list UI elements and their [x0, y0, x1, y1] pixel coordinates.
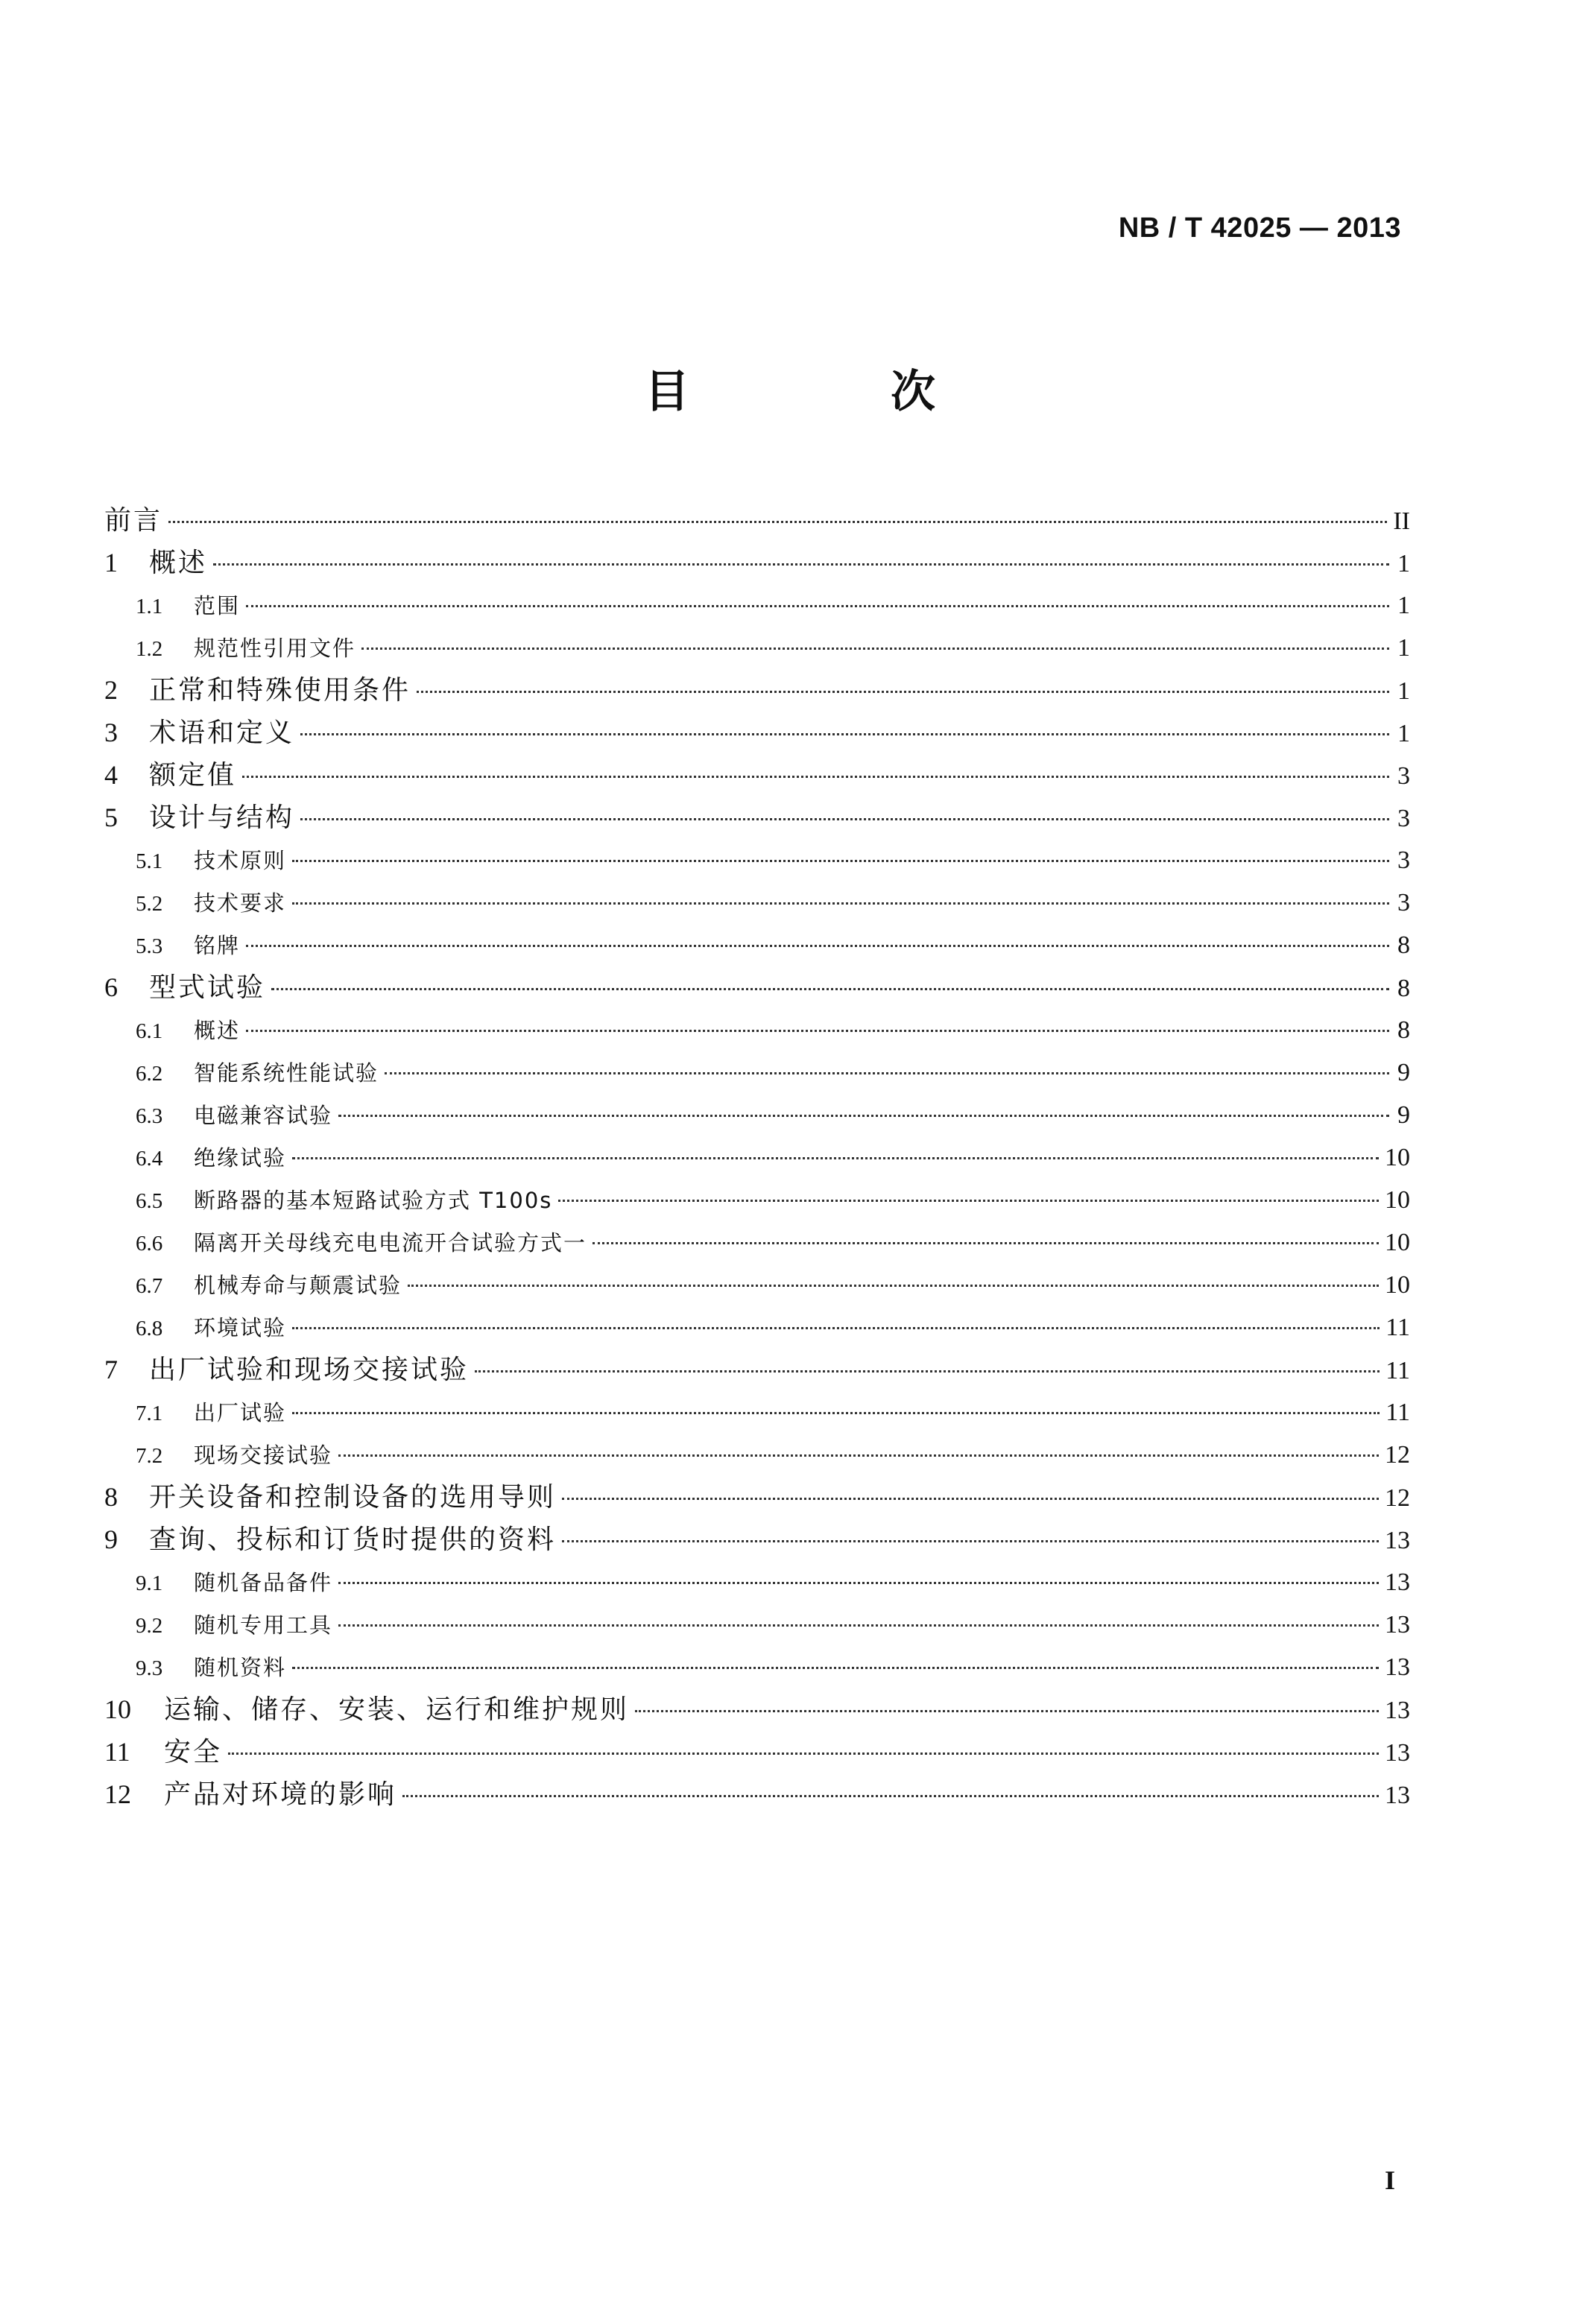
page-title: 目 次	[645, 366, 1014, 418]
toc-entry-title: 前言	[104, 505, 163, 536]
toc-entry-title: 随机备品备件	[194, 1570, 333, 1595]
toc-entry-title: 机械寿命与颠震试验	[194, 1273, 402, 1298]
toc-entry-number: 6.6	[136, 1232, 163, 1256]
toc-dot-leader	[338, 1624, 1379, 1627]
toc-entry-title: 术语和定义	[149, 718, 295, 748]
toc-entry-number: 7	[104, 1355, 118, 1384]
toc-entry-number: 1	[104, 548, 118, 577]
toc-dot-leader	[246, 605, 1389, 607]
toc-entry-title: 断路器的基本短路试验方式 T100s	[194, 1188, 553, 1213]
toc-dot-leader	[558, 1200, 1379, 1202]
toc-entry-title: 概述	[149, 548, 208, 578]
toc-entry-page: 1	[1397, 720, 1410, 747]
toc-entry-number: 9	[104, 1524, 118, 1554]
toc-entry-page: 11	[1385, 1314, 1410, 1341]
toc-entry-title: 设计与结构	[149, 802, 295, 833]
toc-entry-title: 随机资料	[194, 1655, 287, 1680]
toc-entry-page: 1	[1397, 677, 1410, 705]
toc-entry-page: 9	[1397, 1101, 1410, 1129]
toc-entry-page: 11	[1385, 1357, 1410, 1384]
toc-entry-page: 13	[1385, 1697, 1410, 1724]
toc-dot-leader	[228, 1753, 1379, 1755]
toc-dot-leader	[168, 521, 1387, 523]
toc-entry[interactable]	[104, 1561, 1410, 1603]
toc-entry-number: 1.1	[136, 595, 163, 618]
toc-entry-page: 12	[1385, 1441, 1410, 1469]
toc-entry-page: 9	[1397, 1059, 1410, 1086]
toc-entry-page: 10	[1385, 1271, 1410, 1299]
toc-entry-page: 8	[1397, 931, 1410, 959]
toc-entry-page: 12	[1385, 1484, 1410, 1512]
toc-dot-leader	[271, 988, 1389, 990]
toc-entry-number: 9.2	[136, 1614, 163, 1638]
toc-dot-leader	[385, 1072, 1389, 1074]
toc-entry-title: 概述	[194, 1018, 241, 1043]
toc-dot-leader	[292, 902, 1389, 905]
toc-entry-number: 6	[104, 972, 118, 1002]
toc-entry[interactable]	[104, 542, 1410, 584]
toc-entry[interactable]	[104, 966, 1410, 1009]
toc-entry-page: 13	[1385, 1568, 1410, 1596]
toc-entry-title: 规范性引用文件	[194, 636, 356, 661]
toc-dot-leader	[338, 1115, 1389, 1117]
toc-entry[interactable]	[104, 1221, 1410, 1264]
toc-entry[interactable]	[104, 1179, 1410, 1221]
page-number: I	[1384, 2165, 1395, 2195]
toc-dot-leader	[292, 1157, 1379, 1159]
toc-dot-leader	[338, 1454, 1379, 1457]
toc-entry-title: 电磁兼容试验	[194, 1103, 333, 1128]
toc-entry-title: 隔离开关母线充电电流开合试验方式一	[194, 1230, 587, 1256]
toc-entry[interactable]	[104, 1773, 1410, 1816]
toc-entry-title: 运输、储存、安装、运行和维护规则	[164, 1694, 630, 1725]
toc-entry-title: 安全	[164, 1737, 223, 1767]
toc-entry-number: 6.7	[136, 1274, 163, 1298]
toc-entry-title: 随机专用工具	[194, 1612, 333, 1638]
toc-entry-title: 铭牌	[194, 933, 241, 958]
toc-dot-leader	[635, 1710, 1379, 1712]
toc-entry-number: 6.3	[136, 1104, 163, 1128]
toc-entry-title: 范围	[194, 593, 241, 618]
toc-entry-number: 7.1	[136, 1402, 163, 1425]
toc-entry-title: 型式试验	[149, 972, 266, 1003]
toc-dot-leader	[562, 1540, 1379, 1542]
toc-dot-leader	[475, 1370, 1380, 1372]
toc-entry-page: 13	[1385, 1527, 1410, 1554]
toc-entry-number: 10	[104, 1694, 131, 1724]
toc-entry-title: 出厂试验	[194, 1400, 287, 1425]
toc-entry-title: 查询、投标和订货时提供的资料	[149, 1524, 557, 1555]
toc-dot-leader	[402, 1795, 1379, 1797]
toc-entry-number: 5.3	[136, 934, 163, 958]
toc-entry-page: 10	[1385, 1144, 1410, 1171]
toc-dot-leader	[408, 1285, 1379, 1287]
toc-entry-title: 开关设备和控制设备的选用导则	[149, 1482, 557, 1513]
toc-entry-number: 11	[104, 1737, 130, 1767]
toc-entry-page: 8	[1397, 975, 1410, 1002]
toc-entry-page: 10	[1385, 1186, 1410, 1214]
toc-entry-number: 7.2	[136, 1444, 163, 1468]
toc-entry-number: 1.2	[136, 637, 163, 661]
toc-entry[interactable]	[104, 1688, 1410, 1731]
toc-dot-leader	[246, 1030, 1389, 1032]
toc-entry-title: 产品对环境的影响	[164, 1779, 397, 1810]
toc-entry[interactable]	[104, 627, 1410, 669]
toc-entry-title: 正常和特殊使用条件	[149, 675, 411, 706]
toc-entry[interactable]	[104, 1519, 1410, 1561]
toc-dot-leader	[246, 945, 1389, 947]
toc-entry[interactable]	[104, 1264, 1410, 1306]
toc-dot-leader	[300, 818, 1389, 820]
toc-entry-title: 出厂试验和现场交接试验	[149, 1355, 470, 1385]
toc-entry-page: 1	[1397, 592, 1410, 619]
toc-entry-number: 6.1	[136, 1019, 163, 1043]
toc-entry-page: 13	[1385, 1653, 1410, 1681]
toc-entry-title: 智能系统性能试验	[194, 1060, 379, 1086]
table-of-contents	[104, 499, 1410, 1816]
toc-entry-page: 11	[1385, 1399, 1410, 1426]
toc-entry[interactable]	[104, 1009, 1410, 1051]
toc-dot-leader	[242, 776, 1389, 778]
toc-entry-page: II	[1393, 507, 1410, 535]
toc-entry-page: 13	[1385, 1611, 1410, 1638]
toc-entry-number: 5.1	[136, 849, 163, 873]
toc-entry-number: 5	[104, 802, 118, 832]
toc-entry[interactable]	[104, 1094, 1410, 1136]
toc-entry[interactable]	[104, 1391, 1410, 1434]
toc-entry-page: 13	[1385, 1782, 1410, 1809]
toc-entry-number: 12	[104, 1779, 131, 1809]
toc-entry[interactable]	[104, 499, 1410, 542]
toc-entry-page: 1	[1397, 550, 1410, 577]
toc-entry-page: 3	[1397, 805, 1410, 832]
toc-entry-number: 2	[104, 675, 118, 705]
toc-entry-page: 3	[1397, 762, 1410, 790]
toc-entry-title: 环境试验	[194, 1315, 287, 1340]
toc-entry[interactable]	[104, 924, 1410, 966]
toc-entry[interactable]	[104, 1051, 1410, 1094]
toc-entry-title: 技术原则	[194, 848, 287, 873]
toc-entry-page: 8	[1397, 1016, 1410, 1044]
toc-dot-leader	[592, 1242, 1379, 1244]
toc-entry-number: 6.8	[136, 1317, 163, 1340]
toc-dot-leader	[213, 563, 1389, 566]
toc-entry-page: 3	[1397, 846, 1410, 874]
toc-entry-number: 8	[104, 1482, 118, 1512]
toc-dot-leader	[292, 1667, 1379, 1669]
toc-entry-number: 6.2	[136, 1062, 163, 1086]
toc-entry[interactable]	[104, 1434, 1410, 1476]
toc-entry[interactable]	[104, 1476, 1410, 1519]
toc-entry-page: 3	[1397, 889, 1410, 916]
toc-entry[interactable]	[104, 839, 1410, 881]
toc-dot-leader	[300, 733, 1389, 735]
toc-entry-number: 9.1	[136, 1571, 163, 1595]
toc-entry-number: 6.4	[136, 1147, 163, 1171]
toc-entry[interactable]	[104, 881, 1410, 924]
standard-code: NB / T 42025 — 2013	[1118, 212, 1401, 244]
toc-entry-title: 现场交接试验	[194, 1443, 333, 1468]
toc-dot-leader	[338, 1582, 1379, 1584]
toc-entry-title: 技术要求	[194, 890, 287, 916]
toc-entry[interactable]	[104, 1306, 1410, 1349]
toc-entry[interactable]	[104, 584, 1410, 627]
toc-dot-leader	[562, 1498, 1379, 1500]
toc-entry-number: 4	[104, 760, 118, 790]
toc-entry[interactable]	[104, 712, 1410, 754]
toc-entry-page: 1	[1397, 634, 1410, 662]
toc-entry[interactable]	[104, 1349, 1410, 1391]
toc-entry-page: 10	[1385, 1229, 1410, 1256]
toc-entry-title: 绝缘试验	[194, 1145, 287, 1171]
toc-entry[interactable]	[104, 1731, 1410, 1773]
toc-entry-number: 5.2	[136, 892, 163, 916]
toc-entry-page: 13	[1385, 1739, 1410, 1767]
toc-entry[interactable]	[104, 797, 1410, 839]
toc-dot-leader	[292, 1412, 1380, 1414]
toc-dot-leader	[361, 648, 1389, 650]
toc-dot-leader	[292, 1327, 1380, 1329]
toc-entry[interactable]	[104, 1646, 1410, 1688]
toc-dot-leader	[417, 691, 1389, 693]
toc-dot-leader	[292, 860, 1389, 862]
toc-entry-number: 9.3	[136, 1656, 163, 1680]
toc-entry-title: 额定值	[149, 760, 237, 791]
toc-entry-number: 3	[104, 718, 118, 747]
toc-entry[interactable]	[104, 754, 1410, 797]
toc-entry[interactable]	[104, 669, 1410, 712]
toc-entry[interactable]	[104, 1136, 1410, 1179]
toc-entry[interactable]	[104, 1603, 1410, 1646]
toc-entry-number: 6.5	[136, 1189, 163, 1213]
